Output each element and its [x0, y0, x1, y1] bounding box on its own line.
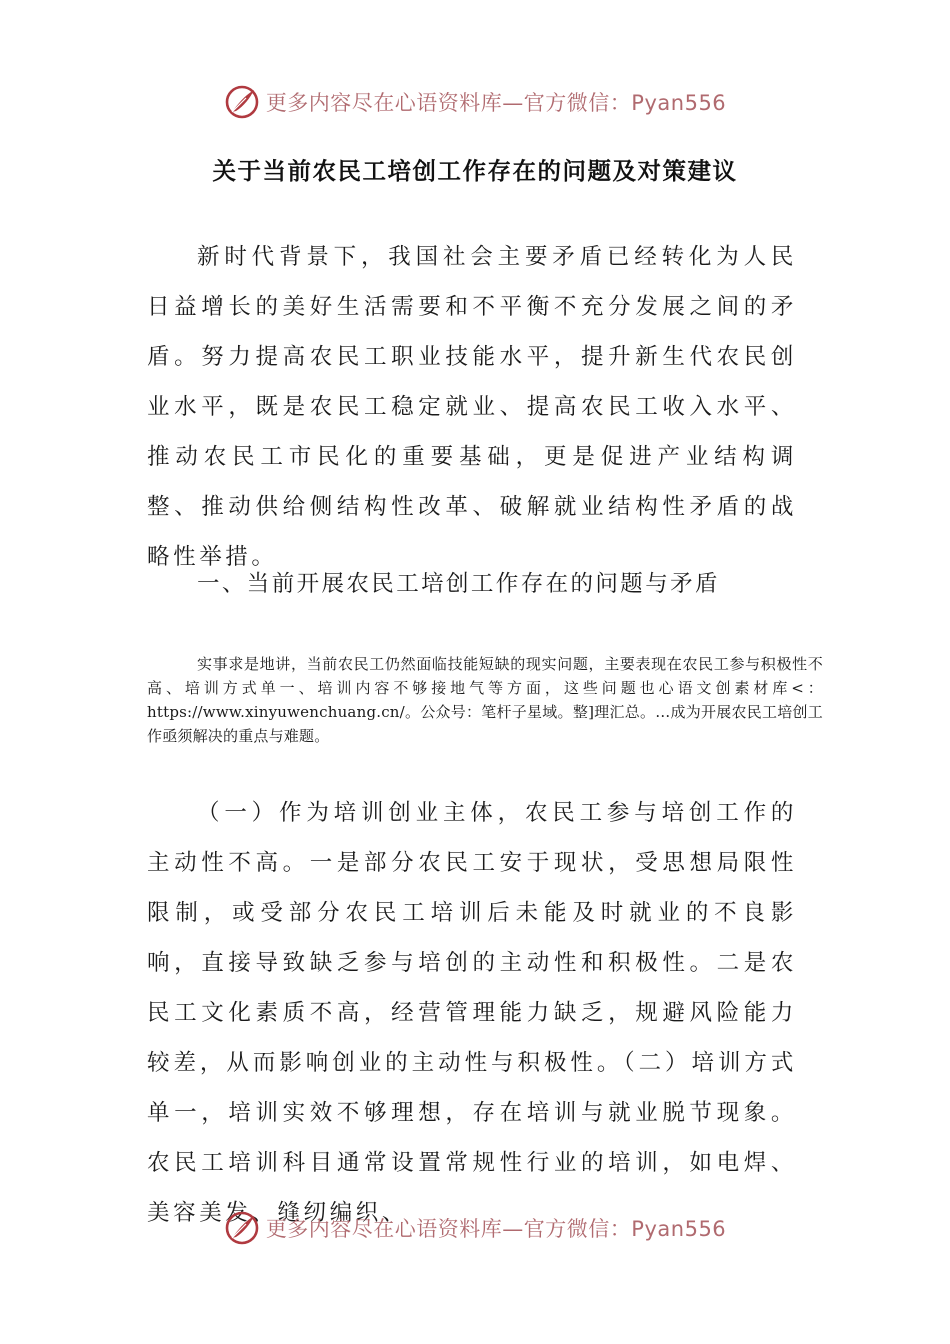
summary-paragraph: 实事求是地讲，当前农民工仍然面临技能短缺的现实问题，主要表现在农民工参与积极性不高、培训方式单一、培训内容不够接地气等方面，这些问题也心语文创素材库<：https://www.xinyuwenchuang.cn/。公众号：笔杆子星域。整]理汇总。…成为开展农民工培创工作亟须解决的重点与难题。 — [147, 655, 823, 745]
footer-banner — [0, 1208, 950, 1248]
body-paragraph: （一）作为培训创业主体，农民工参与培创工作的主动性不高。一是部分农民工安于现状，受思想局限性限制，或受部分农民工培训后未能及时就业的不良影响，直接导致缺乏参与培创的主动性和积极性。二是农民工文化素质不高，经营管理能力缺乏，规避风险能力较差，从而影响创业的主动性与积极性。（二）培训方式单一，培训实效不够理想，存在培训与就业脱节现象。农民工培训科目通常设置常规性行业的培训，如电焊、美容美发、缝纫编织、 — [147, 800, 797, 1226]
header-banner — [0, 82, 950, 122]
banner-text: 更多内容尽在心语资料库—官方微信：Pyan556 — [265, 91, 727, 115]
section-heading: 一、当前开展农民工培创工作存在的问题与矛盾 — [197, 571, 720, 597]
document-title: 关于当前农民工培创工作存在的问题及对策建议 — [212, 157, 738, 185]
banner-text: 更多内容尽在心语资料库—官方微信：Pyan556 — [265, 1217, 727, 1241]
intro-paragraph: 新时代背景下，我国社会主要矛盾已经转化为人民日益增长的美好生活需要和不平衡不充分发展之间的矛盾。努力提高农民工职业技能水平，提升新生代农民创业水平，既是农民工稳定就业、提高农民工收入水平、推动农民工市民化的重要基础，更是促进产业结构调整、推动供给侧结构性改革、破解就业结构性矛盾的战略性举措。 — [147, 244, 797, 570]
quill-logo-icon — [224, 84, 260, 120]
quill-logo-icon — [224, 1210, 260, 1246]
